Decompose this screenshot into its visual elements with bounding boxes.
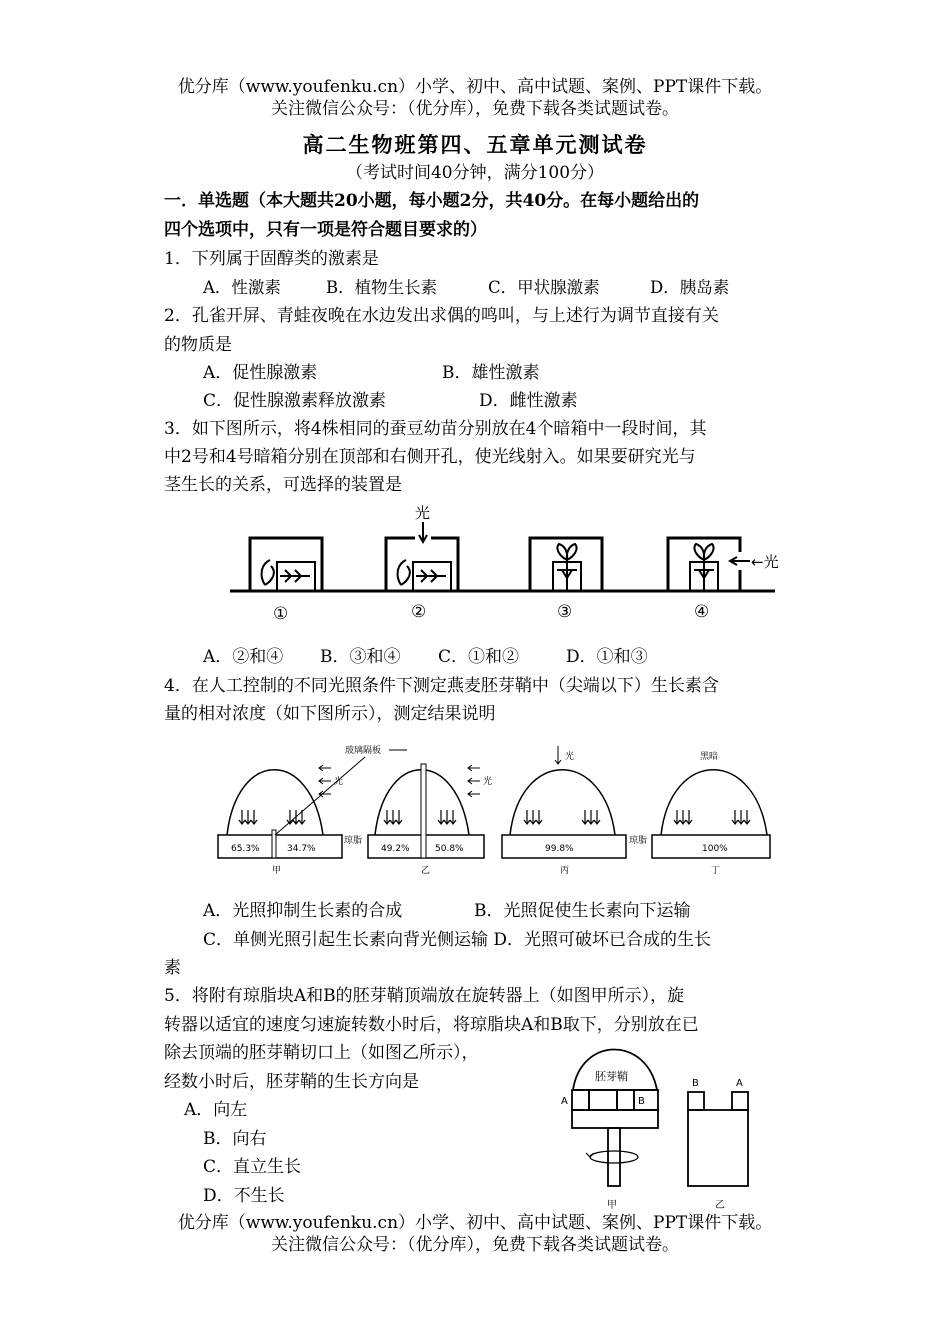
panel-jia	[218, 765, 343, 876]
block-b-label-yi: B	[692, 1078, 699, 1089]
dark-box-2	[386, 504, 458, 591]
q5-stem-line-4: 经数小时后，胚芽鞘的生长方向是	[164, 1072, 419, 1092]
q4-stem-line-1: 4．在人工控制的不同光照条件下测定燕麦胚芽鞘中（尖端以下）生长素含	[164, 676, 719, 696]
exam-subtitle: （考试时间40分钟，满分100分）	[345, 163, 605, 183]
header-line-1: 优分库（www.youfenku.cn）小学、初中、高中试题、案例、PPT课件下载。	[177, 77, 773, 97]
light-label-side: ←光	[751, 553, 779, 571]
yi-light-label: 光	[483, 777, 493, 787]
ding-dark-label: 黑暗	[700, 752, 719, 762]
q3-seedling-figure	[225, 500, 785, 630]
agar-label-1a: 琼脂	[344, 836, 363, 846]
fig-jia	[561, 1050, 658, 1212]
yi-label: 乙	[421, 866, 431, 876]
q2-stem-line-2: 的物质是	[164, 335, 232, 355]
q1-stem: 1．下列属于固醇类的激素是	[164, 249, 379, 269]
q5-option-c: C．直立生长	[203, 1157, 302, 1177]
panel-ding	[652, 750, 770, 876]
q5-option-a: A．向左	[184, 1100, 248, 1120]
q1-option-d: D．胰岛素	[650, 278, 730, 297]
ding-label: 丁	[711, 866, 721, 876]
box-label-2: ②	[411, 602, 427, 622]
q1-option-b: B．植物生长素	[326, 278, 438, 297]
q5-option-d: D．不生长	[203, 1186, 285, 1206]
q3-option-d: D．①和③	[566, 647, 648, 667]
panel-yi	[368, 764, 492, 876]
yi-right-value: 50.8%	[435, 844, 464, 854]
dark-box-1	[250, 538, 322, 591]
q3-stem-line-1: 3．如下图所示，将4株相同的蚕豆幼苗分别放在4个暗箱中一段时间，其	[164, 419, 707, 439]
fig-yi-label: 乙	[715, 1200, 725, 1211]
q2-stem-line-1: 2．孔雀开屏、青蛙夜晚在水边发出求偶的鸣叫，与上述行为调节直接有关	[164, 306, 719, 326]
bing-value: 99.8%	[545, 844, 574, 854]
fig-jia-label: 甲	[607, 1200, 617, 1211]
q5-stem-line-3: 除去顶端的胚芽鞘切口上（如图乙所示），	[164, 1043, 479, 1063]
agar-label-2: 琼脂	[629, 836, 648, 846]
q3-stem-line-2: 中2号和4号暗箱分别在顶部和右侧开孔，使光线射入。如果要研究光与	[164, 447, 696, 467]
q3-option-a: A．②和④	[203, 647, 284, 667]
q5-option-b: B．向右	[203, 1129, 267, 1149]
bing-light-label: 光	[565, 752, 575, 762]
q4-option-b: B．光照促使生长素向下运输	[474, 901, 691, 921]
page-title: 高二生物班第四、五章单元测试卷	[302, 132, 648, 157]
q4-option-a: A．光照抑制生长素的合成	[203, 901, 403, 921]
jia-right-value: 34.7%	[287, 844, 316, 854]
panel-bing	[502, 746, 626, 876]
light-label-top: 光	[415, 504, 431, 522]
header-line-2: 关注微信公众号：（优分库），免费下载各类试题试卷。	[271, 99, 679, 119]
block-a-label-jia: A	[561, 1096, 568, 1107]
ding-value: 100%	[702, 844, 728, 854]
q2-option-c: C．促性腺激素释放激素	[203, 391, 387, 411]
box-label-1: ①	[273, 604, 289, 624]
block-a-label-yi: A	[736, 1078, 743, 1089]
q5-rotator-figure	[555, 1040, 755, 1215]
q4-coleoptile-figure	[215, 738, 775, 888]
jia-light-label: 光	[334, 777, 344, 787]
q2-option-b: B．雄性激素	[442, 363, 540, 383]
fig-yi	[688, 1078, 748, 1211]
q4-option-c-d: C．单侧光照引起生长素向背光侧运输 D．光照可破坏已合成的生长	[203, 930, 712, 950]
yi-left-value: 49.2%	[381, 844, 410, 854]
q4-option-d-cont: 素	[164, 958, 181, 978]
q3-option-b: B．③和④	[320, 647, 401, 667]
dark-box-3	[530, 538, 602, 591]
q4-stem-line-2: 量的相对浓度（如下图所示），测定结果说明	[164, 704, 496, 724]
q3-option-c: C．①和②	[438, 647, 520, 667]
jia-label: 甲	[272, 866, 282, 876]
footer-line-2: 关注微信公众号：（优分库），免费下载各类试题试卷。	[271, 1235, 679, 1255]
box-label-3: ③	[557, 602, 573, 622]
q5-stem-line-2: 转器以适宜的速度匀速旋转数小时后，将琼脂块A和B取下，分别放在已	[164, 1015, 699, 1035]
section-heading-line-1: 一．单选题（本大题共20小题，每小题2分，共40分。在每小题给出的	[164, 191, 700, 211]
q5-stem-line-1: 5．将附有琼脂块A和B的胚芽鞘顶端放在旋转器上（如图甲所示），旋	[164, 986, 685, 1006]
sheath-label: 胚芽鞘	[595, 1070, 628, 1083]
jia-left-value: 65.3%	[231, 844, 260, 854]
q2-option-a: A．促性腺激素	[203, 363, 318, 383]
glass-plate-label: 玻璃隔板	[345, 746, 382, 756]
box-label-4: ④	[694, 602, 710, 622]
dark-box-4	[668, 538, 779, 591]
q1-option-a: A．性激素	[203, 278, 281, 297]
bing-label: 丙	[560, 866, 570, 876]
block-b-label-jia: B	[638, 1096, 645, 1107]
q1-option-c: C．甲状腺激素	[488, 278, 600, 297]
section-heading-line-2: 四个选项中，只有一项是符合题目要求的）	[164, 220, 487, 240]
q3-stem-line-3: 茎生长的关系，可选择的装置是	[164, 475, 402, 495]
q2-option-d: D．雌性激素	[479, 391, 578, 411]
footer-line-1: 优分库（www.youfenku.cn）小学、初中、高中试题、案例、PPT课件下载。	[177, 1213, 773, 1233]
